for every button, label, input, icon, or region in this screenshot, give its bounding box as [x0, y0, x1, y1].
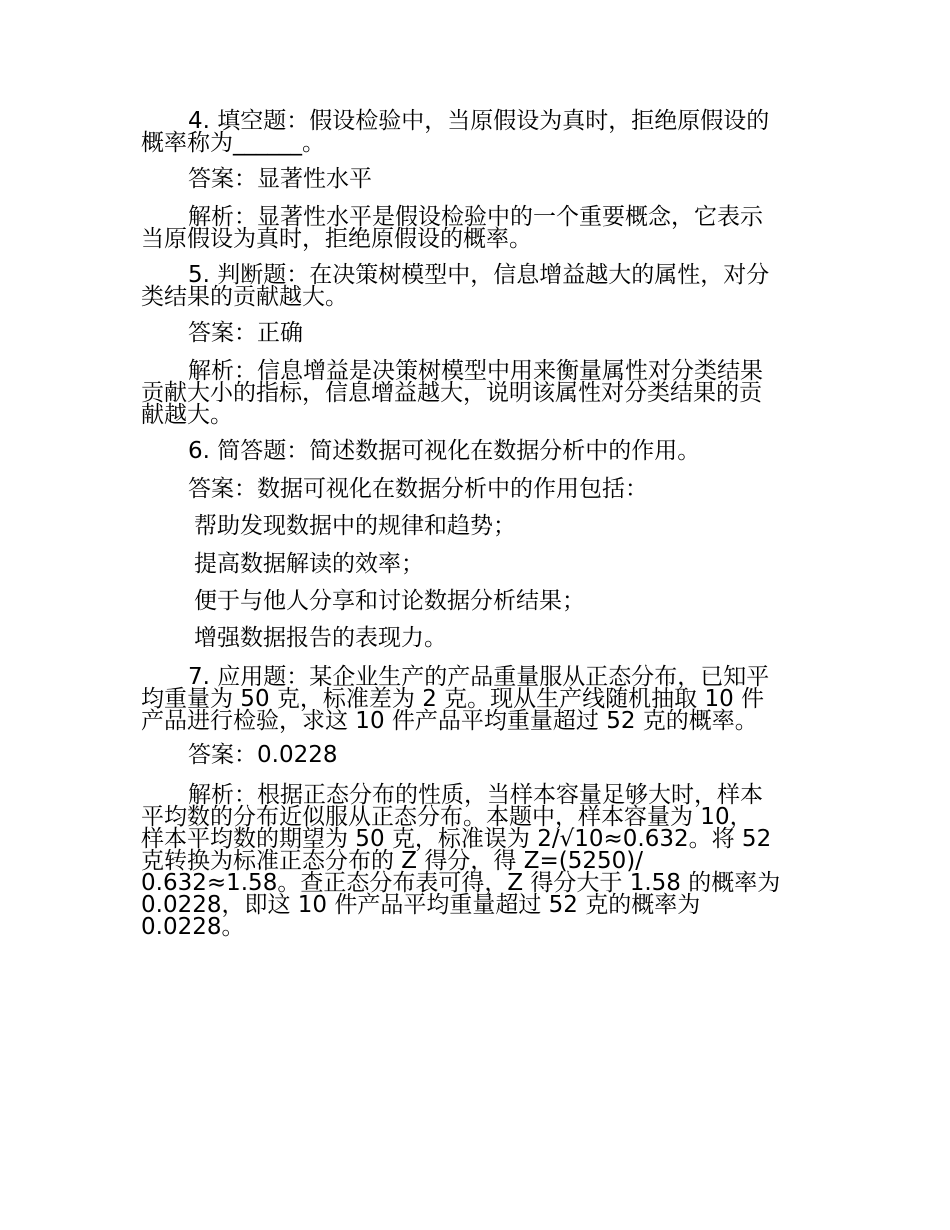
answer-6-point-3 — [141, 590, 821, 612]
analysis-7-line-7: 0.0228。 — [141, 914, 245, 940]
analysis-7-line-2: 平均数的分布近似服从正态分布。本题中，样本容量为 10， — [141, 804, 753, 830]
analysis-7-line-4: 克转换为标准正态分布的 Z 得分，得 Z=(5250)/ — [141, 848, 643, 874]
analysis-5 — [141, 360, 821, 426]
answer-4 — [141, 168, 821, 190]
analysis-4-line-2: 当原假设为真时，拒绝原假设的概率。 — [141, 226, 532, 252]
analysis-7-line-1: 解析：根据正态分布的性质，当样本容量足够大时，样本 — [188, 782, 763, 808]
answer-6-point-1 — [141, 515, 821, 537]
answer-7-text: 答案：0.0228 — [188, 742, 338, 768]
answer-6-text: 答案：数据可视化在数据分析中的作用包括： — [188, 476, 648, 502]
analysis-4 — [141, 206, 821, 250]
question-7-line-3: 产品进行检验，求这 10 件产品平均重量超过 52 克的概率。 — [141, 708, 758, 734]
question-5-line-2: 类结果的贡献越大。 — [141, 284, 348, 310]
question-5-line-1: 5. 判断题：在决策树模型中，信息增益越大的属性，对分 — [188, 262, 770, 288]
analysis-5-line-2: 贡献大小的指标，信息增益越大，说明该属性对分类结果的贡 — [141, 380, 762, 406]
list-item: 提高数据解读的效率； — [194, 551, 424, 577]
list-item: 便于与他人分享和讨论数据分析结果； — [194, 588, 585, 614]
question-7-line-2: 均重量为 50 克，标准差为 2 克。现从生产线随机抽取 10 件 — [141, 686, 765, 712]
list-item: 增强数据报告的表现力。 — [194, 625, 447, 651]
answer-6-point-2 — [141, 553, 821, 575]
answer-6 — [141, 478, 821, 500]
question-6 — [141, 440, 821, 462]
list-item: 帮助发现数据中的规律和趋势； — [194, 513, 516, 539]
answer-7 — [141, 744, 821, 766]
answer-5 — [141, 322, 821, 344]
answer-5-text: 答案：正确 — [188, 320, 303, 346]
answer-6-point-4 — [141, 627, 821, 649]
answer-4-text: 答案：显著性水平 — [188, 166, 372, 192]
analysis-5-line-3: 献越大。 — [141, 402, 233, 428]
analysis-7-line-5: 0.632≈1.58。查正态分布表可得，Z 得分大于 1.58 的概率为 — [141, 870, 781, 896]
question-5 — [141, 264, 821, 308]
question-4-line-1: 4. 填空题：假设检验中，当原假设为真时，拒绝原假设的 — [188, 108, 770, 134]
analysis-7-line-6: 0.0228，即这 10 件产品平均重量超过 52 克的概率为 — [141, 892, 701, 918]
analysis-4-line-1: 解析：显著性水平是假设检验中的一个重要概念，它表示 — [188, 204, 763, 230]
question-4-line-2: 概率称为______。 — [141, 130, 325, 156]
question-7 — [141, 666, 821, 732]
question-4 — [141, 110, 821, 154]
analysis-7 — [141, 784, 821, 938]
question-7-line-1: 7. 应用题：某企业生产的产品重量服从正态分布，已知平 — [188, 664, 770, 690]
question-6-text: 6. 简答题：简述数据可视化在数据分析中的作用。 — [188, 438, 701, 464]
analysis-5-line-1: 解析：信息增益是决策树模型中用来衡量属性对分类结果 — [188, 358, 763, 384]
analysis-7-line-3: 样本平均数的期望为 50 克，标准误为 2/√10≈0.632。将 52 — [141, 826, 772, 852]
